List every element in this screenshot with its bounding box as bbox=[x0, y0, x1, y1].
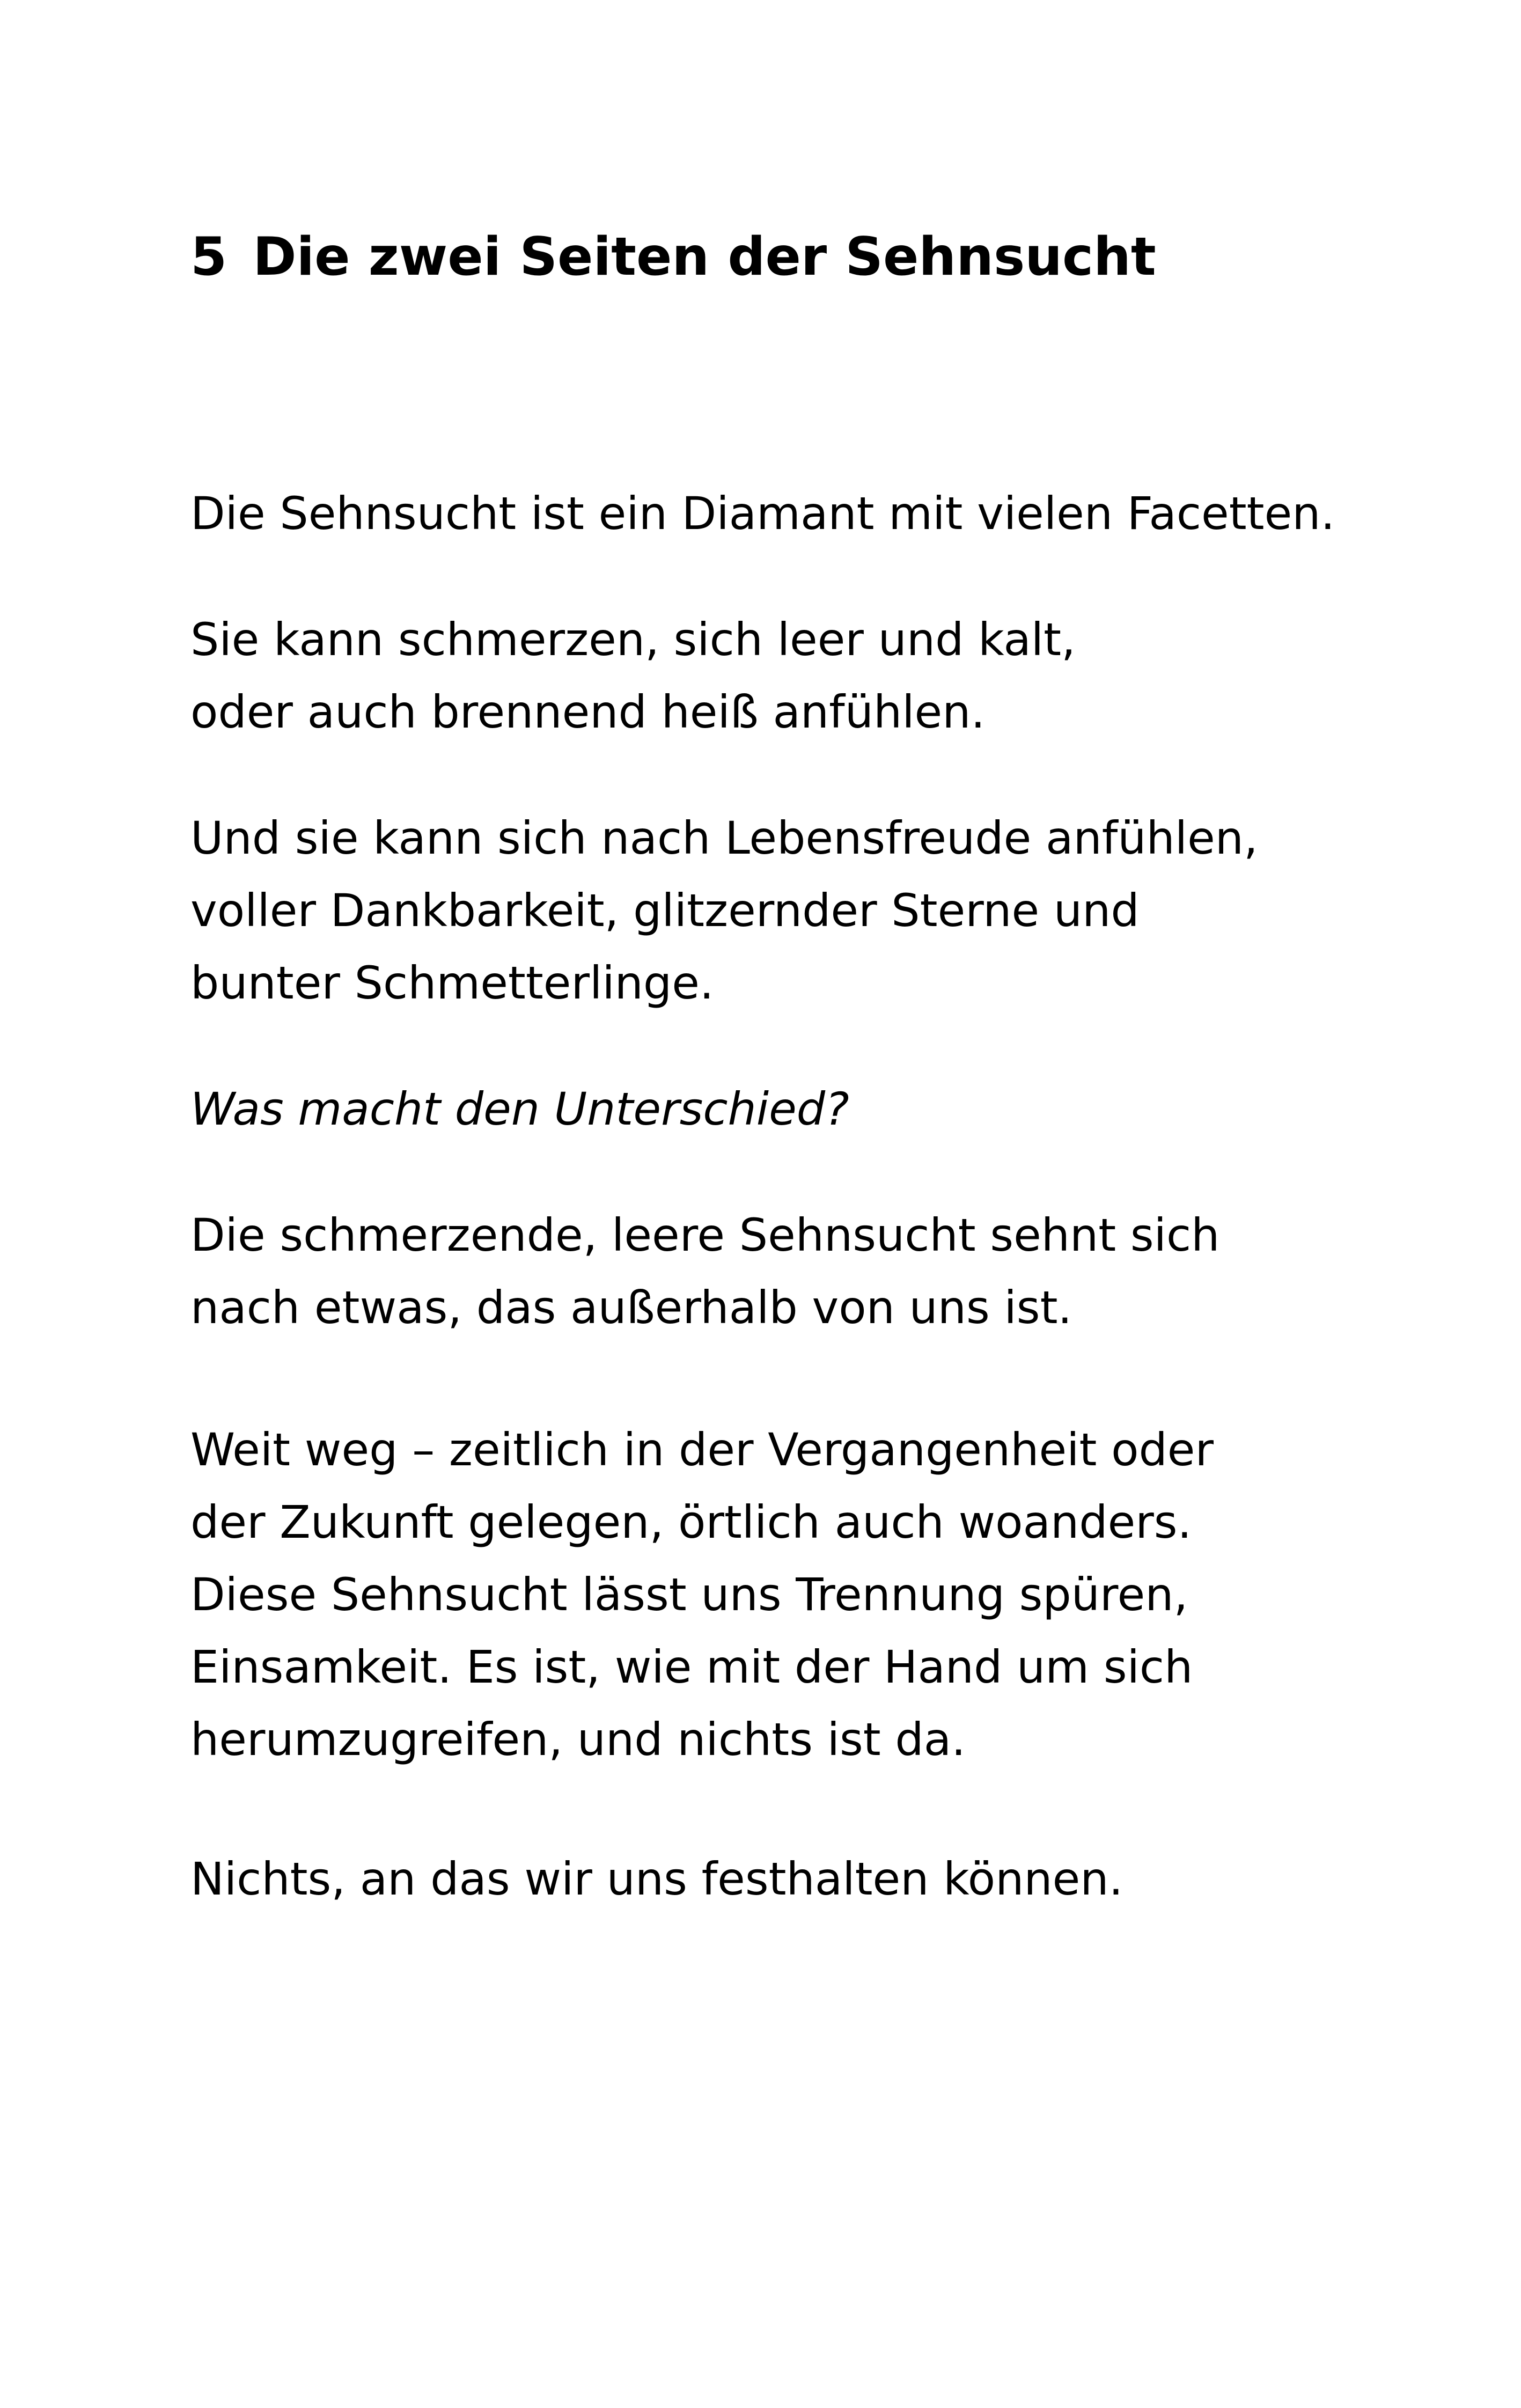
paragraph-6-line-4: Einsamkeit. Es ist, wie mit der Hand um sich bbox=[190, 1641, 1193, 1693]
paragraph-6-line-1: Weit weg – zeitlich in der Vergangenheit oder bbox=[190, 1423, 1214, 1476]
paragraph-2-line-2: oder auch brennend heiß anfühlen. bbox=[190, 686, 986, 738]
paragraph-3-line-3: bunter Schmetterlinge. bbox=[190, 957, 714, 1009]
paragraph-3-line-2: voller Dankbarkeit, glitzernder Sterne und bbox=[190, 884, 1140, 937]
paragraph-7-line-1: Nichts, an das wir uns festhalten können. bbox=[190, 1853, 1123, 1905]
chapter-number: 5 bbox=[190, 226, 227, 288]
paragraph-5-line-2: nach etwas, das außerhalb von uns ist. bbox=[190, 1281, 1072, 1334]
paragraph-2-line-1: Sie kann schmerzen, sich leer und kalt, bbox=[190, 613, 1076, 666]
paragraph-4-line-1: Was macht den Unterschied? bbox=[190, 1083, 849, 1135]
chapter-heading bbox=[190, 226, 1156, 288]
paragraph-5-line-1: Die schmerzende, leere Sehnsucht sehnt sich bbox=[190, 1209, 1220, 1261]
paragraph-6-line-2: der Zukunft gelegen, örtlich auch woanders. bbox=[190, 1496, 1192, 1548]
chapter-title: Die zwei Seiten der Sehnsucht bbox=[253, 226, 1156, 288]
paragraph-3-line-1: Und sie kann sich nach Lebensfreude anfühlen, bbox=[190, 812, 1258, 864]
paragraph-6-line-5: herumzugreifen, und nichts ist da. bbox=[190, 1713, 966, 1766]
paragraph-1-line-1: Die Sehnsucht ist ein Diamant mit vielen Facetten. bbox=[190, 487, 1335, 540]
paragraph-6-line-3: Diese Sehnsucht lässt uns Trennung spüren, bbox=[190, 1568, 1188, 1621]
